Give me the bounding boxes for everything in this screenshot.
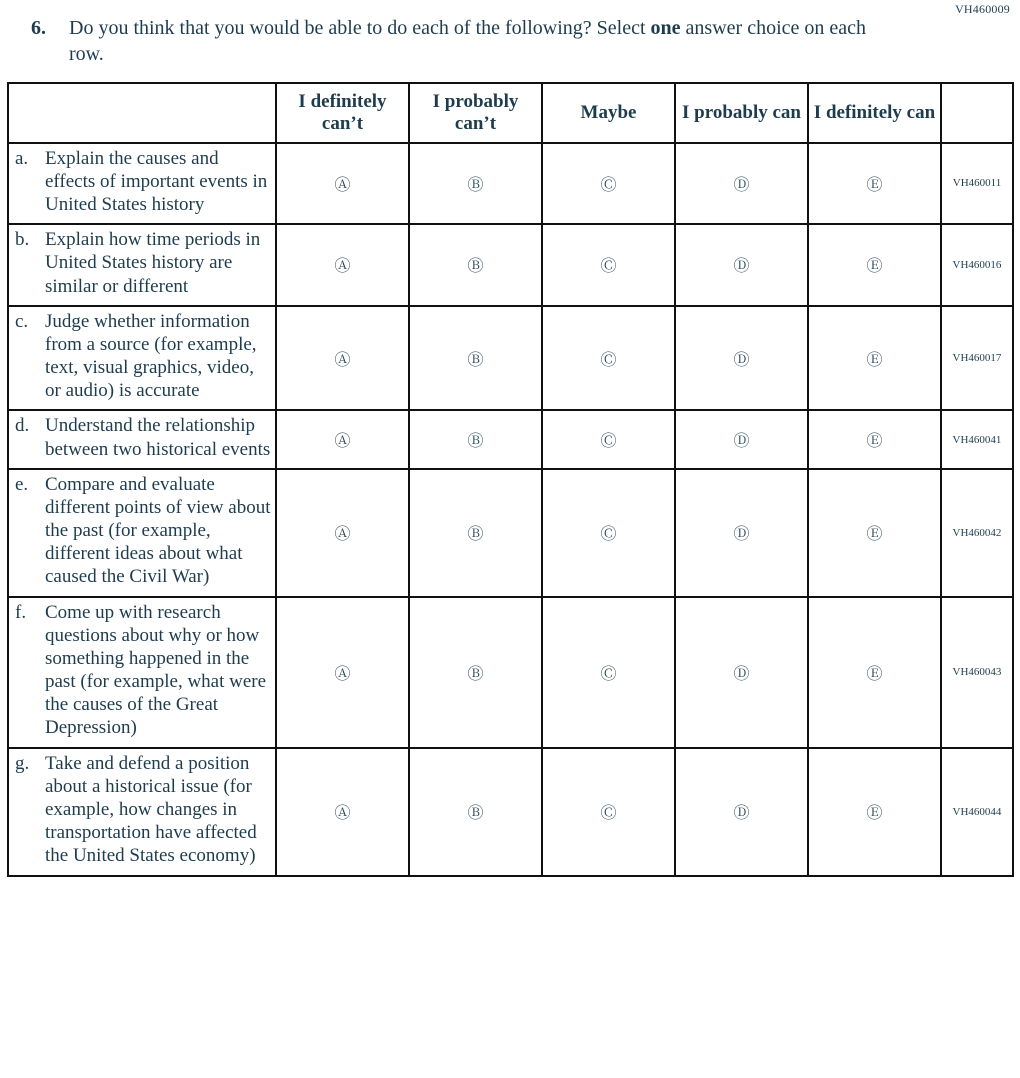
answer-bubble-a[interactable]: Ⓐ xyxy=(334,256,351,276)
table-row xyxy=(8,597,1013,748)
row-code: VH460016 xyxy=(941,224,1013,306)
answer-cell-a xyxy=(276,748,409,876)
row-statement-cell xyxy=(8,469,276,597)
answer-cell-e xyxy=(808,410,941,468)
answer-cell-b xyxy=(409,224,542,306)
answer-bubble-a[interactable]: Ⓐ xyxy=(334,803,351,823)
row-text: Understand the relationship between two historical events xyxy=(45,415,271,460)
answer-bubble-d[interactable]: Ⓓ xyxy=(733,803,750,823)
answer-bubble-d[interactable]: Ⓓ xyxy=(733,663,750,683)
answer-cell-e xyxy=(808,224,941,306)
row-letter: a. xyxy=(15,147,29,169)
row-letter: f. xyxy=(15,601,27,623)
row-statement-cell xyxy=(8,748,276,876)
table-row xyxy=(8,469,1013,597)
header-row xyxy=(8,83,1013,143)
question-table-body xyxy=(8,143,1013,876)
table-row xyxy=(8,224,1013,306)
row-code: VH460017 xyxy=(941,306,1013,411)
row-text: Come up with research questions about why or how something happened in the past (for example, what were the causes of the Great Depression) xyxy=(45,601,267,739)
row-text: Explain the causes and effects of important events in United States history xyxy=(45,147,268,216)
answer-bubble-b[interactable]: Ⓑ xyxy=(467,524,484,544)
answer-bubble-b[interactable]: Ⓑ xyxy=(467,803,484,823)
table-row xyxy=(8,306,1013,411)
answer-bubble-c[interactable]: Ⓒ xyxy=(600,174,617,194)
answer-cell-d xyxy=(675,748,808,876)
answer-cell-e xyxy=(808,597,941,748)
answer-cell-a xyxy=(276,410,409,468)
question xyxy=(31,15,1013,67)
row-code: VH460043 xyxy=(941,597,1013,748)
answer-bubble-a[interactable]: Ⓐ xyxy=(334,663,351,683)
answer-bubble-c[interactable]: Ⓒ xyxy=(600,803,617,823)
answer-bubble-e[interactable]: Ⓔ xyxy=(866,431,883,451)
answer-cell-c xyxy=(542,224,675,306)
stub-header-empty xyxy=(8,83,276,143)
answer-bubble-b[interactable]: Ⓑ xyxy=(467,349,484,369)
answer-cell-a xyxy=(276,597,409,748)
answer-cell-b xyxy=(409,306,542,411)
row-text: Compare and evaluate different points of view about the past (for example, different ideas about what caused the Civil War) xyxy=(45,473,271,588)
answer-bubble-d[interactable]: Ⓓ xyxy=(733,431,750,451)
row-statement-cell xyxy=(8,410,276,468)
answer-bubble-c[interactable]: Ⓒ xyxy=(600,256,617,276)
row-letter: b. xyxy=(15,229,30,251)
table-row xyxy=(8,410,1013,468)
answer-cell-e xyxy=(808,469,941,597)
answer-bubble-d[interactable]: Ⓓ xyxy=(733,349,750,369)
question-text-after: answer choice on each row. xyxy=(69,17,867,65)
answer-cell-b xyxy=(409,597,542,748)
row-code: VH460011 xyxy=(941,143,1013,225)
answer-bubble-c[interactable]: Ⓒ xyxy=(600,349,617,369)
answer-cell-a xyxy=(276,143,409,225)
row-statement-cell xyxy=(8,224,276,306)
column-header-maybe: Maybe xyxy=(542,83,675,143)
row-letter: e. xyxy=(15,473,29,495)
answer-bubble-e[interactable]: Ⓔ xyxy=(866,803,883,823)
answer-cell-a xyxy=(276,224,409,306)
answer-cell-c xyxy=(542,469,675,597)
question-text xyxy=(69,15,889,67)
answer-bubble-e[interactable]: Ⓔ xyxy=(866,524,883,544)
answer-bubble-d[interactable]: Ⓓ xyxy=(733,174,750,194)
answer-cell-d xyxy=(675,469,808,597)
row-statement-cell xyxy=(8,306,276,411)
answer-bubble-a[interactable]: Ⓐ xyxy=(334,431,351,451)
answer-cell-d xyxy=(675,410,808,468)
answer-bubble-a[interactable]: Ⓐ xyxy=(334,524,351,544)
answer-bubble-c[interactable]: Ⓒ xyxy=(600,524,617,544)
row-statement-cell xyxy=(8,143,276,225)
row-letter: g. xyxy=(15,752,30,774)
answer-cell-c xyxy=(542,143,675,225)
question-bold-word: one xyxy=(650,17,681,39)
question-number: 6. xyxy=(31,17,46,39)
question-text-before: Do you think that you would be able to do each of the following? Select xyxy=(69,17,651,39)
row-text: Explain how time periods in United States history are similar or different xyxy=(45,229,261,297)
answer-cell-a xyxy=(276,306,409,411)
column-header-probably-cant: I probably can’t xyxy=(409,83,542,143)
row-code: VH460041 xyxy=(941,410,1013,468)
answer-bubble-b[interactable]: Ⓑ xyxy=(467,663,484,683)
question-table xyxy=(7,82,1014,877)
table-row xyxy=(8,748,1013,876)
answer-bubble-c[interactable]: Ⓒ xyxy=(600,431,617,451)
answer-bubble-b[interactable]: Ⓑ xyxy=(467,256,484,276)
answer-bubble-e[interactable]: Ⓔ xyxy=(866,174,883,194)
answer-cell-d xyxy=(675,306,808,411)
table-row xyxy=(8,143,1013,225)
answer-cell-a xyxy=(276,469,409,597)
answer-bubble-e[interactable]: Ⓔ xyxy=(866,349,883,369)
page-code: VH460009 xyxy=(955,2,1010,16)
answer-bubble-c[interactable]: Ⓒ xyxy=(600,663,617,683)
row-letter: d. xyxy=(15,415,30,437)
answer-cell-b xyxy=(409,143,542,225)
column-header-probably-can: I probably can xyxy=(675,83,808,143)
answer-bubble-a[interactable]: Ⓐ xyxy=(334,349,351,369)
answer-bubble-e[interactable]: Ⓔ xyxy=(866,663,883,683)
answer-cell-b xyxy=(409,469,542,597)
answer-cell-c xyxy=(542,306,675,411)
column-header-definitely-can: I definitely can xyxy=(808,83,941,143)
answer-cell-e xyxy=(808,748,941,876)
answer-cell-c xyxy=(542,597,675,748)
answer-bubble-e[interactable]: Ⓔ xyxy=(866,256,883,276)
answer-bubble-b[interactable]: Ⓑ xyxy=(467,174,484,194)
answer-cell-b xyxy=(409,410,542,468)
answer-cell-e xyxy=(808,306,941,411)
code-header-empty xyxy=(941,83,1013,143)
answer-bubble-d[interactable]: Ⓓ xyxy=(733,256,750,276)
row-text: Judge whether information from a source (for example, text, visual graphics, video, or audio) is accurate xyxy=(45,310,257,402)
answer-cell-c xyxy=(542,410,675,468)
row-code: VH460042 xyxy=(941,469,1013,597)
row-text: Take and defend a position about a historical issue (for example, how changes in transportation have affected the United States economy) xyxy=(45,752,257,867)
answer-cell-d xyxy=(675,597,808,748)
answer-cell-e xyxy=(808,143,941,225)
row-statement-cell xyxy=(8,597,276,748)
column-header-definitely-cant: I definitely can’t xyxy=(276,83,409,143)
answer-bubble-d[interactable]: Ⓓ xyxy=(733,524,750,544)
answer-bubble-b[interactable]: Ⓑ xyxy=(467,431,484,451)
answer-cell-c xyxy=(542,748,675,876)
answer-cell-b xyxy=(409,748,542,876)
row-code: VH460044 xyxy=(941,748,1013,876)
answer-cell-d xyxy=(675,224,808,306)
row-letter: c. xyxy=(15,310,29,332)
answer-cell-d xyxy=(675,143,808,225)
answer-bubble-a[interactable]: Ⓐ xyxy=(334,174,351,194)
